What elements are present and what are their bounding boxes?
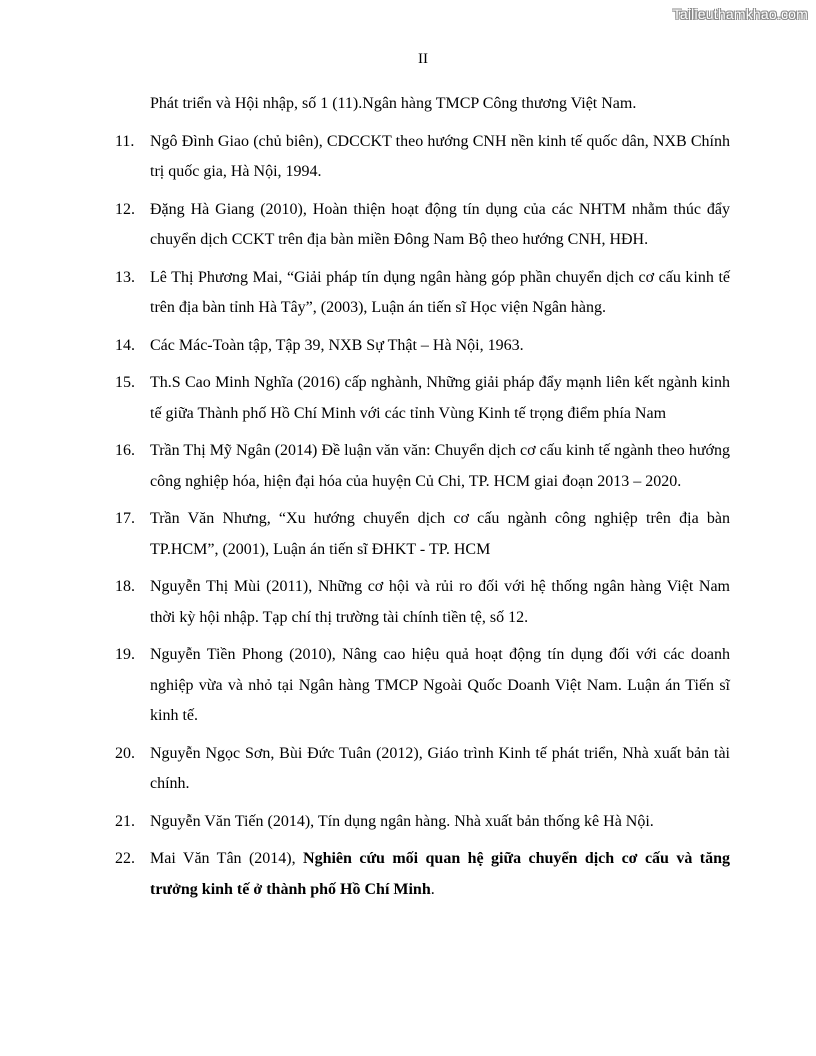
reference-continuation: Phát triển và Hội nhập, số 1 (11).Ngân hàng TMCP Công thương Việt Nam. bbox=[150, 95, 637, 112]
reference-list bbox=[115, 127, 730, 906]
reference-text: Các Mác-Toàn tập, Tập 39, NXB Sự Thật – Hà Nội, 1963. bbox=[150, 336, 524, 354]
reference-number: 13. bbox=[115, 268, 135, 286]
reference-item bbox=[115, 640, 730, 732]
watermark: Tailieuthamkhao.com bbox=[672, 6, 808, 22]
reference-text: Trần Văn Nhưng, “Xu hướng chuyển dịch cơ cấu ngành công nghiệp trên địa bàn TP.HCM”, (2001), Luận án tiến sĩ ĐHKT - TP. HCM bbox=[150, 510, 730, 558]
reference-text-prefix: Mai Văn Tân (2014), bbox=[150, 850, 304, 867]
reference-number: 14. bbox=[115, 336, 135, 354]
reference-number: 20. bbox=[115, 744, 135, 762]
reference-title-bold: Nghiên cứu mối quan hệ giữa chuyển dịch cơ cấu và tăng trưởng kinh tế ở thành phố Hồ Chí Minh bbox=[150, 850, 730, 898]
reference-item bbox=[115, 331, 730, 362]
page-number: II bbox=[418, 51, 428, 67]
reference-number: 15. bbox=[115, 374, 135, 391]
reference-text: Đặng Hà Giang (2010), Hoàn thiện hoạt động tín dụng của các NHTM nhằm thúc đẩy chuyển dịch CCKT trên địa bàn miền Đông Nam Bộ theo hướng CNH, HĐH. bbox=[150, 200, 730, 248]
reference-item bbox=[115, 807, 730, 838]
reference-text: Ngô Đình Giao (chủ biên), CDCCKT theo hướng CNH nền kinh tế quốc dân, NXB Chính trị quốc gia, Hà Nội, 1994. bbox=[150, 132, 730, 180]
reference-item bbox=[115, 739, 730, 800]
reference-number: 16. bbox=[115, 442, 135, 459]
reference-text: Trần Thị Mỹ Ngân (2014) Đề luận văn văn: Chuyển dịch cơ cấu kinh tế ngành theo hướng công nghiệp hóa, hiện đại hóa của huyện Củ Chi, TP. HCM giai đoạn 2013 – 2020. bbox=[150, 442, 730, 490]
reference-item bbox=[115, 195, 730, 256]
reference-number: 22. bbox=[115, 850, 135, 867]
reference-number: 11. bbox=[115, 132, 135, 150]
reference-text: Nguyễn Tiền Phong (2010), Nâng cao hiệu quả hoạt động tín dụng đối với các doanh nghiệp vừa và nhỏ tại Ngân hàng TMCP Ngoài Quốc Doanh Việt Nam. Luận án Tiến sĩ kinh tế. bbox=[150, 646, 730, 724]
reference-number: 21. bbox=[115, 812, 135, 830]
reference-text: Nguyễn Thị Mùi (2011), Những cơ hội và rủi ro đối với hệ thống ngân hàng Việt Nam thời kỳ hội nhập. Tạp chí thị trường tài chính tiền tệ, số 12. bbox=[150, 578, 730, 626]
reference-item bbox=[115, 127, 730, 188]
reference-text: Nguyễn Ngọc Sơn, Bùi Đức Tuân (2012), Giáo trình Kinh tế phát triển, Nhà xuất bản tài chính. bbox=[150, 744, 730, 792]
reference-number: 18. bbox=[115, 578, 135, 595]
reference-item bbox=[115, 572, 730, 633]
reference-section bbox=[115, 89, 730, 912]
reference-item bbox=[115, 436, 730, 497]
reference-text: Nguyễn Văn Tiến (2014), Tín dụng ngân hàng. Nhà xuất bản thống kê Hà Nội. bbox=[150, 812, 654, 830]
reference-number: 19. bbox=[115, 646, 135, 663]
reference-number: 12. bbox=[115, 200, 135, 218]
reference-item bbox=[115, 504, 730, 565]
reference-item bbox=[115, 368, 730, 429]
reference-text: Lê Thị Phương Mai, “Giải pháp tín dụng ngân hàng góp phần chuyển dịch cơ cấu kinh tế trên địa bàn tỉnh Hà Tây”, (2003), Luận án tiến sĩ Học viện Ngân hàng. bbox=[150, 268, 730, 316]
reference-number: 17. bbox=[115, 510, 135, 527]
reference-text-suffix: . bbox=[430, 880, 435, 898]
reference-item bbox=[115, 263, 730, 324]
reference-item bbox=[115, 844, 730, 905]
reference-text: Th.S Cao Minh Nghĩa (2016) cấp nghành, Những giải pháp đẩy mạnh liên kết ngành kinh tế giữa Thành phố Hồ Chí Minh với các tỉnh Vùng Kinh tế trọng điểm phía Nam bbox=[150, 374, 730, 422]
